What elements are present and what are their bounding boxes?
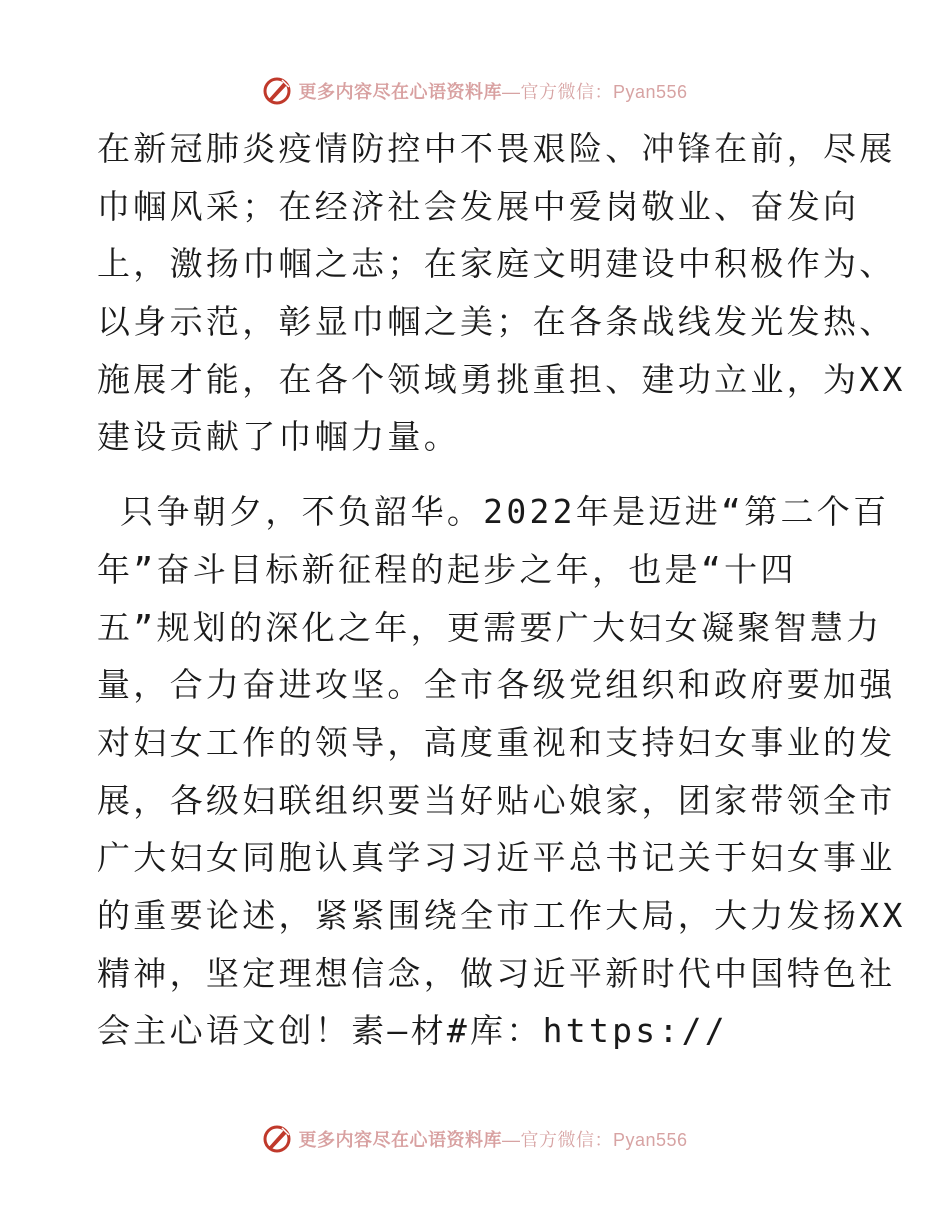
text-line: 上，激扬巾帼之志；在家庭文明建设中积极作为、 bbox=[97, 244, 896, 284]
text-line: 在新冠肺炎疫情防控中不畏艰险、冲锋在前，尽展 bbox=[97, 129, 896, 168]
paragraph-1 bbox=[97, 120, 906, 466]
text-line: 广大妇女同胞认真学习习近平总书记关于妇女事业 bbox=[97, 838, 896, 878]
text-line: 年”奋斗目标新征程的起步之年，也是“十四 bbox=[97, 549, 797, 589]
text-line: 量，合力奋进攻坚。全市各级党组织和政府要加强 bbox=[97, 665, 896, 705]
footer-banner-sep: —官方微信： bbox=[501, 1130, 613, 1150]
red-quill-logo-icon bbox=[262, 76, 292, 106]
footer-banner bbox=[0, 1122, 950, 1156]
header-banner-text bbox=[298, 78, 687, 104]
header-banner bbox=[0, 74, 950, 108]
text-line: 会主心语文创！素—材#库：https:// bbox=[97, 1011, 728, 1051]
header-banner-sep: —官方微信： bbox=[501, 82, 613, 102]
footer-banner-text bbox=[298, 1126, 687, 1152]
text-line: 以身示范，彰显巾帼之美；在各条战线发光发热、 bbox=[97, 302, 896, 342]
text-line: 建设贡献了巾帼力量。 bbox=[97, 417, 460, 457]
text-line: 只争朝夕，不负韶华。2022年是迈进“第二个百 bbox=[97, 492, 890, 532]
footer-banner-inner bbox=[262, 1124, 687, 1154]
text-line: 展，各级妇联组织要当好贴心娘家，团家带领全市 bbox=[97, 780, 896, 820]
header-banner-id: Pyan556 bbox=[612, 82, 688, 102]
text-line: 精神，坚定理想信念，做习近平新时代中国特色社 bbox=[97, 953, 896, 993]
text-line: 五”规划的深化之年，更需要广大妇女凝聚智慧力 bbox=[97, 607, 883, 647]
text-line: 对妇女工作的领导，高度重视和支持妇女事业的发 bbox=[97, 722, 896, 762]
paragraph-2 bbox=[97, 483, 906, 1060]
paragraph-gap bbox=[97, 466, 867, 483]
text-line: 巾帼风采；在经济社会发展中爱岗敬业、奋发向 bbox=[97, 186, 860, 226]
footer-banner-id: Pyan556 bbox=[612, 1130, 688, 1150]
red-quill-logo-icon bbox=[262, 1124, 292, 1154]
header-banner-inner bbox=[262, 76, 687, 106]
document-body bbox=[97, 120, 906, 1060]
text-line: 的重要论述，紧紧围绕全市工作大局，大力发扬XX bbox=[97, 895, 906, 935]
text-line: 施展才能，在各个领域勇挑重担、建功立业，为XX bbox=[97, 359, 906, 399]
header-banner-main: 更多内容尽在心语资料库 bbox=[298, 82, 502, 103]
footer-banner-main: 更多内容尽在心语资料库 bbox=[298, 1130, 502, 1151]
